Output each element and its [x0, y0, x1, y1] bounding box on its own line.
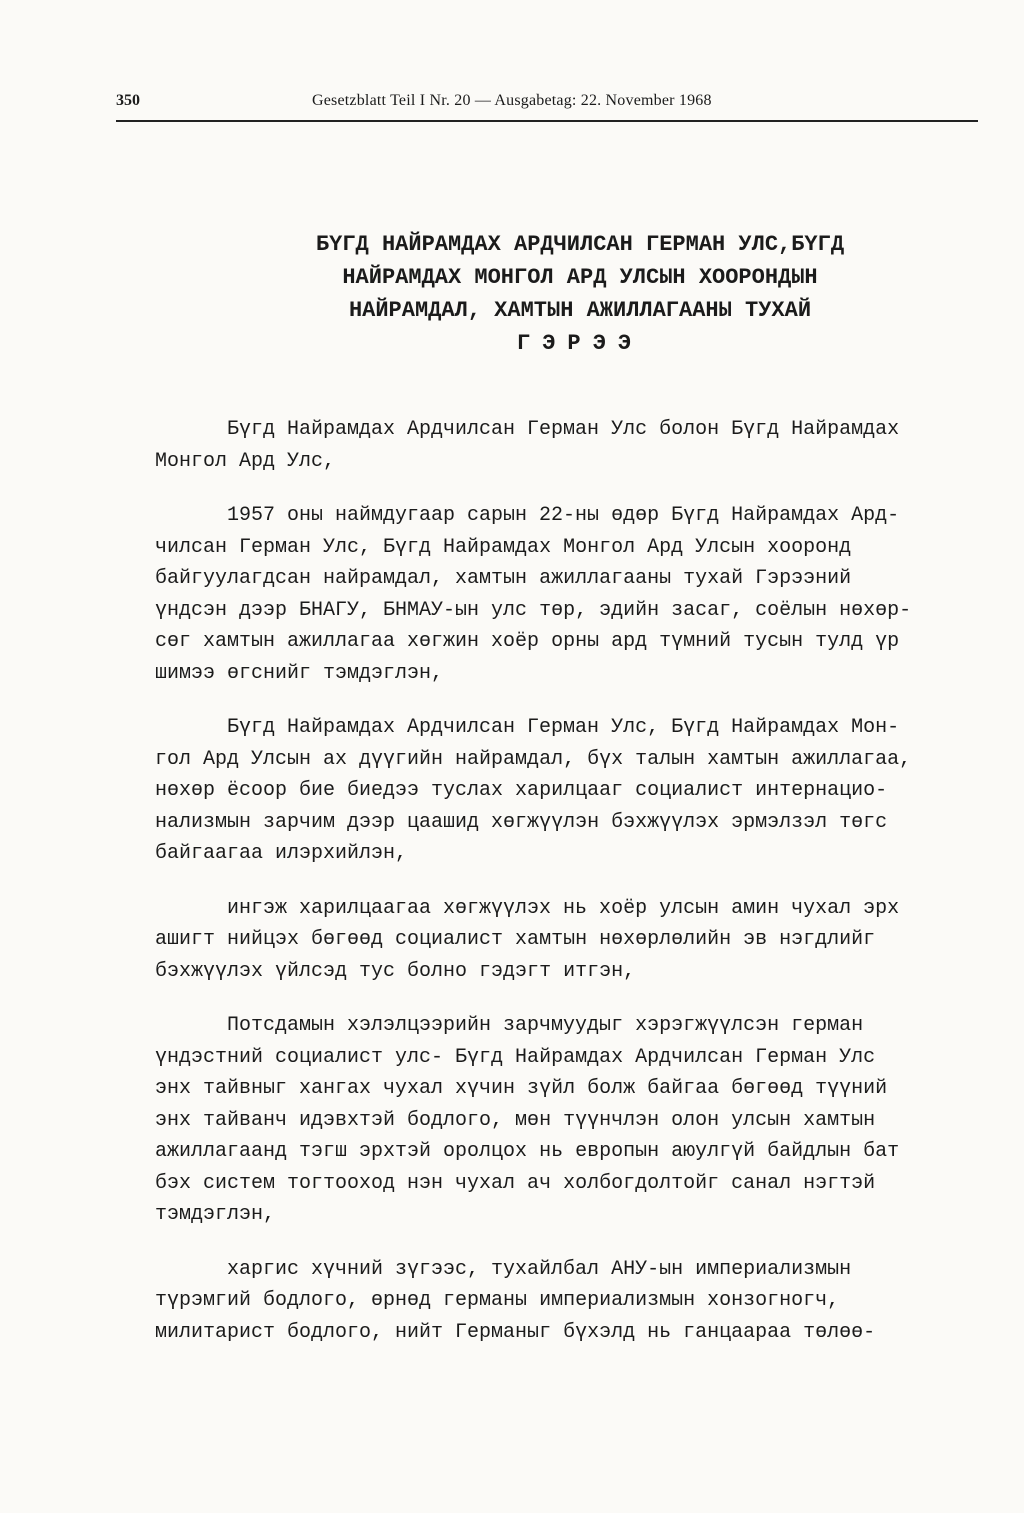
- text-line: нөхөр ёсоор бие биедээ туслах харилцааг социалист интернацио-: [155, 779, 888, 802]
- text-line: энх тайвныг хангах чухал хүчин зүйл болж байгаа бөгөөд түүний: [155, 1077, 888, 1100]
- title-line: БҮГД НАЙРАМДАХ АРДЧИЛСАН ГЕРМАН УЛС,БҮГД: [315, 232, 845, 257]
- paragraph: [155, 1010, 935, 1231]
- text-line: 1957 оны наймдугаар сарын 22-ны өдөр Бүгд Найрамдах Ард-: [227, 504, 900, 527]
- paragraph: [155, 893, 935, 988]
- text-line: бэхжүүлэх үйлсэд тус болно гэдэгт итгэн,: [155, 959, 636, 983]
- document-type: ГЭРЭЭ: [516, 331, 643, 356]
- text-line: нализмын зарчим дээр цаашид хөгжүүлэн бэхжүүлэх эрмэлзэл төгс: [155, 810, 888, 834]
- text-line: ингэж харилцаагаа хөгжүүлэх нь хоёр улсын амин чухал эрх: [227, 896, 900, 920]
- title-line: НАЙРАМДАЛ, ХАМТЫН АЖИЛЛАГААНЫ ТУХАЙ: [348, 298, 812, 323]
- text-line: түрэмгий бодлого, өрнөд германы империализмын хонзогногч,: [155, 1289, 840, 1312]
- body-text: [155, 414, 935, 1371]
- paragraph: [155, 712, 935, 870]
- text-line: бэх систем тогтооход нэн чухал ач холбогдолтойг санал нэгтэй: [155, 1171, 876, 1195]
- running-title: Gesetzblatt Teil I Nr. 20 — Ausgabetag: 22. November 1968: [312, 92, 712, 109]
- text-line: үндсэн дээр БНАГУ, БНМАУ-ын улс төр, эдийн засаг, соёлын нөхөр-: [155, 598, 912, 622]
- page-number: 350: [116, 92, 140, 109]
- text-line: Бүгд Найрамдах Ардчилсан Герман Улс, Бүгд Найрамдах Мон-: [227, 716, 900, 739]
- text-line: ашигт нийцэх бөгөөд социалист хамтын нөхөрлөлийн эв нэгдлийг: [155, 928, 876, 951]
- paragraph: [155, 1254, 935, 1349]
- title-line: НАЙРАМДАХ МОНГОЛ АРД УЛСЫН ХООРОНДЫН: [342, 265, 818, 290]
- text-line: үндэстний социалист улс- Бүгд Найрамдах Ардчилсан Герман Улс: [155, 1045, 876, 1069]
- text-line: Монгол Ард Улс,: [155, 449, 336, 473]
- text-line: байгаагаа илэрхийлэн,: [155, 842, 408, 865]
- text-line: гол Ард Улсын ах дүүгийн найрамдал, бүх талын хамтын ажиллагаа,: [155, 747, 912, 771]
- text-line: харгис хүчний зүгээс, тухайлбал АНУ-ын империализмын: [227, 1257, 852, 1281]
- text-line: Бүгд Найрамдах Ардчилсан Герман Улс болон Бүгд Найрамдах: [227, 418, 900, 441]
- document-title: [280, 228, 880, 360]
- text-line: энх тайванч идэвхтэй бодлого, мөн түүнчлэн олон улсын хамтын: [155, 1108, 876, 1132]
- text-line: сөг хамтын ажиллагаа хөгжин хоёр орны ард түмний тусын тулд үр: [155, 630, 900, 653]
- text-line: Потсдамын хэлэлцээрийн зарчмуудыг хэрэгжүүлсэн герман: [227, 1014, 864, 1037]
- text-line: тэмдэглэн,: [155, 1203, 276, 1226]
- paragraph: [155, 414, 935, 477]
- paragraph: [155, 500, 935, 689]
- text-line: ажиллагаанд тэгш эрхтэй оролцох нь европын аюулгүй байдлын бат: [155, 1140, 900, 1163]
- text-line: шимээ өгснийг тэмдэглэн,: [155, 661, 444, 685]
- text-line: чилсан Герман Улс, Бүгд Найрамдах Монгол Ард Улсын хооронд: [155, 535, 852, 559]
- text-line: милитарист бодлого, нийт Германыг бүхэлд нь ганцаараа төлөө-: [155, 1320, 876, 1344]
- text-line: байгуулагдсан найрамдал, хамтын ажиллагааны тухай Гэрээний: [155, 567, 852, 590]
- page-header: [116, 92, 978, 122]
